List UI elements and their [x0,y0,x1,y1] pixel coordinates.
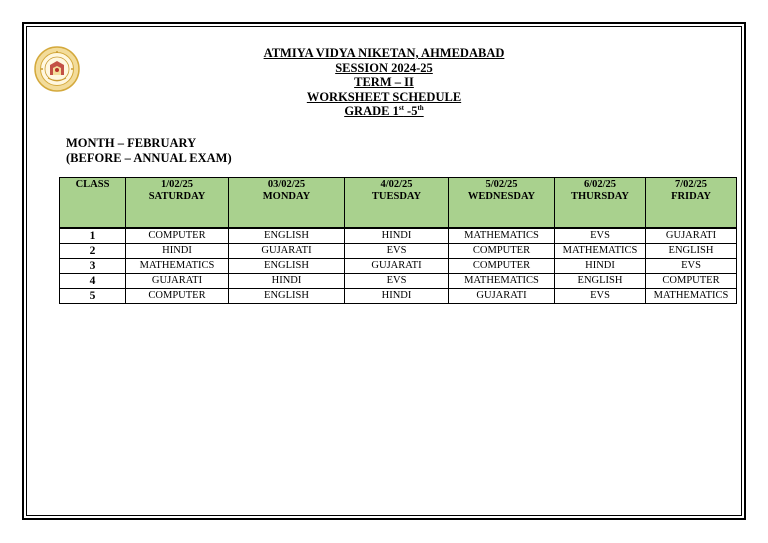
worksheet-schedule-table [59,177,737,304]
term-line: TERM – II [354,75,414,89]
subject-cell: ENGLISH [229,289,345,304]
subject-cell: EVS [555,228,646,244]
school-header [150,46,618,119]
subject-cell: ENGLISH [229,228,345,244]
schedule-title: WORKSHEET SCHEDULE [306,89,462,104]
day-column-header: 1/02/25 SATURDAY [126,178,229,229]
table-row [60,228,737,244]
subject-cell: COMPUTER [126,228,229,244]
subject-cell: GUJARATI [345,259,449,274]
table-row [60,244,737,259]
day-column-header: 03/02/25 MONDAY [229,178,345,229]
subject-cell: MATHEMATICS [449,228,555,244]
subject-cell: GUJARATI [449,289,555,304]
session-line: SESSION 2024-25 [335,60,433,75]
subject-cell: MATHEMATICS [449,274,555,289]
subject-cell: MATHEMATICS [126,259,229,274]
subject-cell: ENGLISH [646,244,737,259]
subject-cell: HINDI [229,274,345,289]
subject-cell: COMPUTER [126,289,229,304]
exam-period-label: (BEFORE – ANNUAL EXAM) [66,150,232,165]
class-cell: 1 [60,228,126,244]
class-column-header: CLASS [60,178,126,229]
table-row [60,289,737,304]
subject-cell: HINDI [555,259,646,274]
subject-cell: ENGLISH [555,274,646,289]
school-crest-icon [34,46,80,92]
subject-cell: HINDI [126,244,229,259]
subject-cell: HINDI [345,289,449,304]
subject-cell: GUJARATI [126,274,229,289]
school-name: ATMIYA VIDYA NIKETAN, AHMEDABAD [263,46,505,60]
class-cell: 3 [60,259,126,274]
month-label: MONTH – FEBRUARY [66,136,197,150]
table-header-row [60,178,737,229]
subject-cell: EVS [345,274,449,289]
subject-cell: MATHEMATICS [555,244,646,259]
class-cell: 2 [60,244,126,259]
day-column-header: 4/02/25 TUESDAY [345,178,449,229]
subject-cell: EVS [646,259,737,274]
subject-cell: ENGLISH [229,259,345,274]
day-column-header: 5/02/25 WEDNESDAY [449,178,555,229]
table-row [60,259,737,274]
month-info [66,136,232,165]
table-row [60,274,737,289]
grade-line: GRADE 1st -5th [344,103,424,118]
subject-cell: GUJARATI [229,244,345,259]
subject-cell: HINDI [345,228,449,244]
class-cell: 4 [60,274,126,289]
subject-cell: EVS [345,244,449,259]
subject-cell: EVS [555,289,646,304]
day-column-header: 6/02/25 THURSDAY [555,178,646,229]
subject-cell: GUJARATI [646,228,737,244]
subject-cell: COMPUTER [646,274,737,289]
class-cell: 5 [60,289,126,304]
subject-cell: COMPUTER [449,259,555,274]
subject-cell: COMPUTER [449,244,555,259]
day-column-header: 7/02/25 FRIDAY [646,178,737,229]
subject-cell: MATHEMATICS [646,289,737,304]
